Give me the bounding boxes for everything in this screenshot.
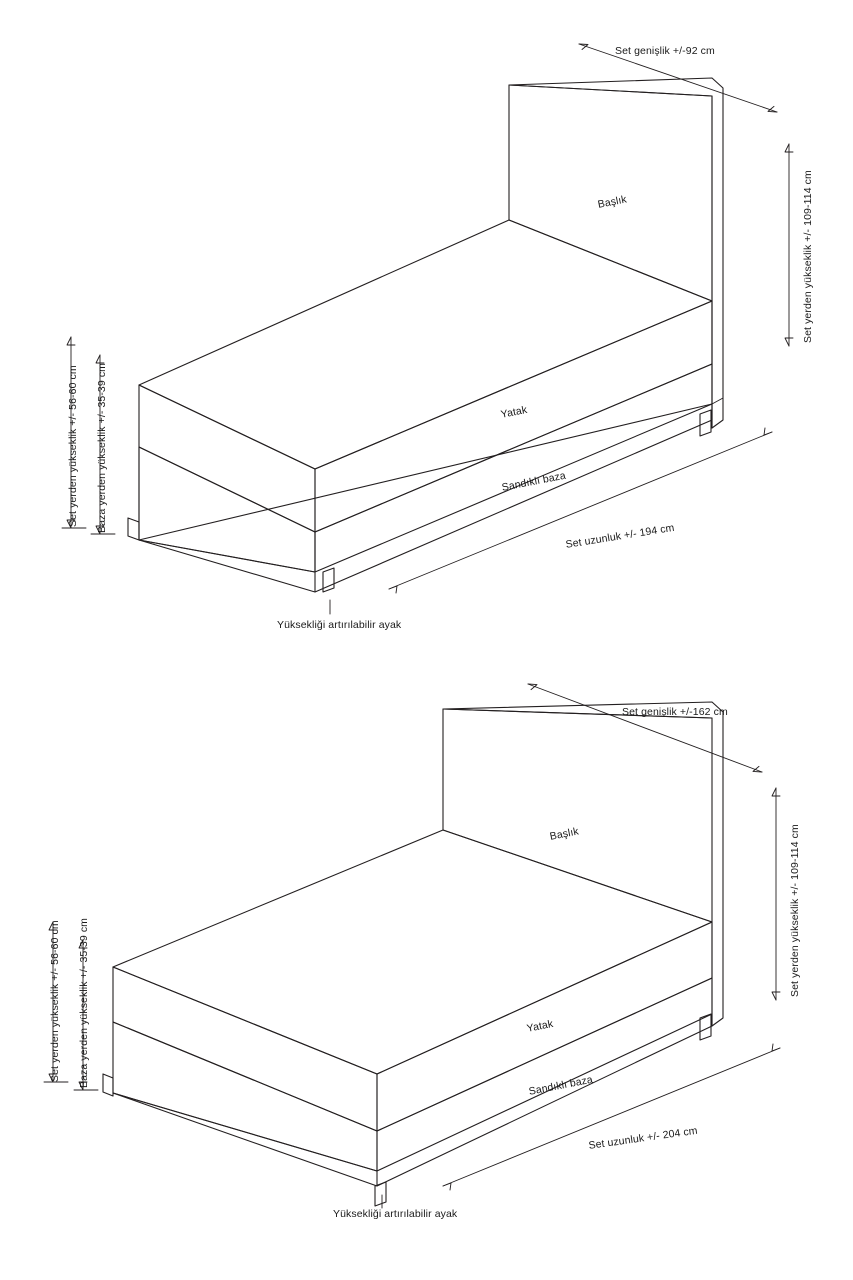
- double-bed-length-label: Set uzunluk +/- 204 cm: [587, 1124, 699, 1152]
- single-bed-height-label: Set yerden yükseklik +/- 109-114 cm: [802, 170, 814, 343]
- double-bed-storage-base-label: Sandıklı baza: [527, 1073, 594, 1098]
- double-bed-headboard-label: Başlık: [548, 825, 580, 843]
- double-bed-drawing: [103, 702, 723, 1206]
- single-bed-storage-base-label: Sandıklı baza: [500, 469, 567, 494]
- double-bed-height-label: Set yerden yükseklik +/- 109-114 cm: [789, 824, 801, 997]
- single-bed-width-label: Set genişlik +/-92 cm: [615, 45, 715, 57]
- single-bed-mattress-height-label: Set yerden yükseklik +/- 56-60 cm: [67, 365, 79, 527]
- double-bed-adjustable-leg-label: Yüksekliği artırılabilir ayak: [333, 1208, 458, 1220]
- double-bed-base-height-label: Baza yerden yükseklik +/- 35-39 cm: [78, 917, 90, 1088]
- double-bed-mattress-height-label: Set yerden yükseklik +/- 56-60 cm: [49, 920, 61, 1082]
- single-bed-dimension-lines: [62, 44, 793, 614]
- single-bed-drawing: [128, 78, 723, 592]
- single-bed-headboard-label: Başlık: [596, 193, 628, 211]
- single-bed-mattress-label: Yatak: [499, 403, 529, 421]
- single-bed-adjustable-leg-label: Yüksekliği artırılabilir ayak: [277, 619, 402, 631]
- single-bed-base-height-label: Baza yerden yükseklik +/- 35-39 cm: [96, 362, 108, 533]
- double-bed-width-label: Set genişlik +/-162 cm: [622, 706, 728, 718]
- single-bed-length-label: Set uzunluk +/- 194 cm: [564, 521, 676, 551]
- double-bed-mattress-label: Yatak: [525, 1017, 555, 1035]
